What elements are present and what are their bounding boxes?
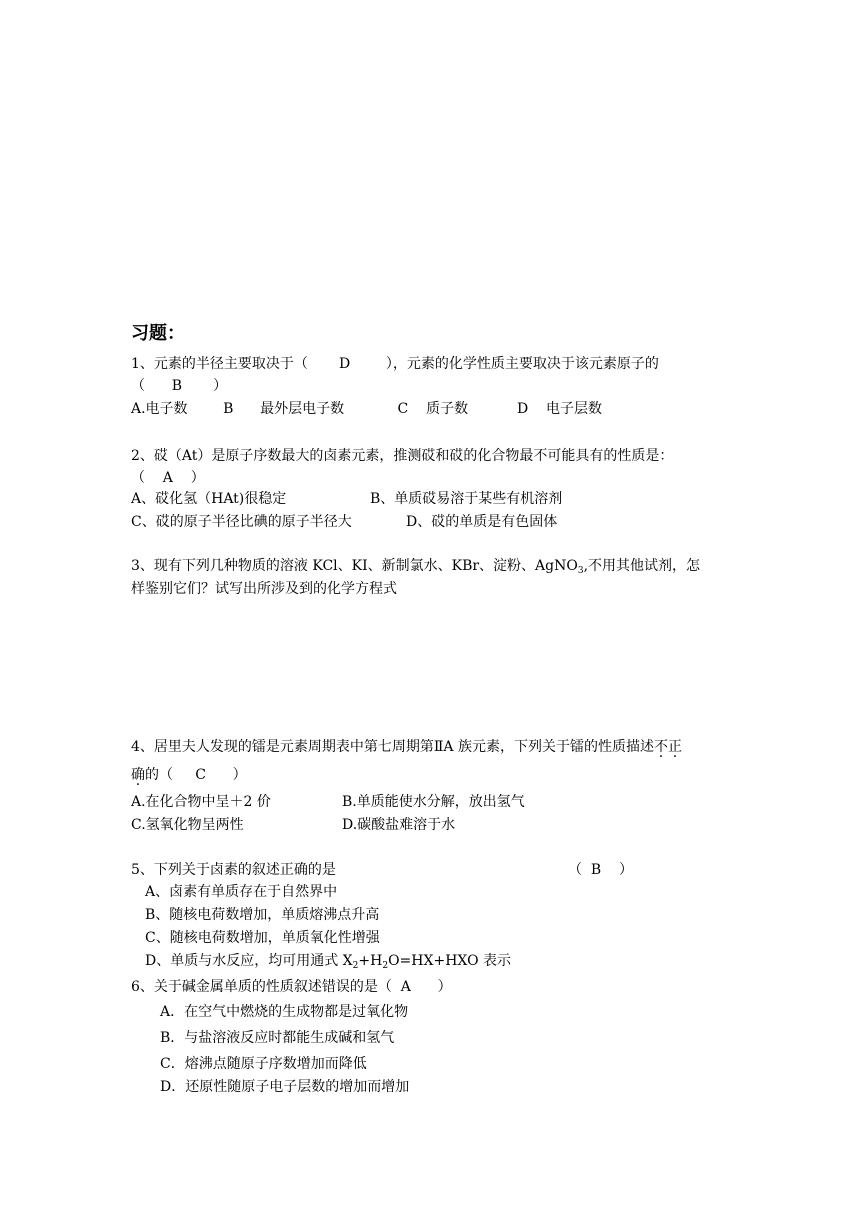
q2-option-a: A、砹化氢（HAt)很稳定 bbox=[131, 491, 287, 507]
q4-stem-line2: 确的（ C ） bbox=[131, 767, 247, 783]
q6-option-d: D．还原性随原子电子层数的增加而增加 bbox=[160, 1079, 410, 1095]
emphasis-char: 不 bbox=[653, 739, 668, 755]
q3-stem-line1: 3、现有下列几种物质的溶液 KCl、KI、新制氯水、KBr、淀粉、AgNO$_3$,不用其他试剂，怎 bbox=[131, 558, 701, 576]
q2-stem-line2: （ A ） bbox=[131, 470, 205, 486]
emphasis-char: 确 bbox=[131, 767, 145, 783]
q2-option-c: C、砹的原子半径比碘的原子半径大 bbox=[131, 514, 352, 530]
q1-options: A.电子数 B 最外层电子数 C 质子数 D 电子层数 bbox=[131, 401, 603, 417]
q2-stem-line1: 2、砹（At）是原子序数最大的卤素元素，推测砹和砹的化合物最不可能具有的性质是： bbox=[131, 448, 674, 464]
q5-option-c: C、随核电荷数增加，单质氧化性增强 bbox=[145, 930, 380, 946]
q5-answer: （ B ） bbox=[568, 862, 633, 878]
exercise-heading: 习题： bbox=[131, 323, 185, 344]
q5-option-a: A、卤素有单质存在于自然界中 bbox=[145, 884, 338, 900]
q4-stem-line1: 4、居里夫人发现的镭是元素周期表中第七周期第ⅡA 族元素，下列关于镭的性质描述不正 bbox=[131, 739, 682, 755]
q6-stem: 6、关于碱金属单质的性质叙述错误的是（ A ） bbox=[131, 979, 452, 995]
q5-stem: 5、下列关于卤素的叙述正确的是 bbox=[131, 862, 336, 878]
q6-option-b: B．与盐溶液反应时都能生成碱和氢气 bbox=[160, 1030, 395, 1046]
q5-option-d: D、单质与水反应，均可用通式 $X_2+H_2O=HX+HXO$ 表示 bbox=[145, 953, 512, 971]
q3-stem-line2: 样鉴别它们？试写出所涉及到的化学方程式 bbox=[131, 581, 397, 597]
q6-option-a: A．在空气中燃烧的生成物都是过氧化物 bbox=[160, 1004, 409, 1020]
q1-stem-line2: （ B ） bbox=[131, 378, 228, 394]
q2-option-d: D、砹的单质是有色固体 bbox=[406, 514, 558, 530]
q1-stem-line1: 1、元素的半径主要取决于（ D ），元素的化学性质主要取决于该元素原子的 bbox=[131, 356, 659, 372]
q4-option-d: D.碳酸盐难溶于水 bbox=[342, 817, 456, 833]
q4-option-a: A.在化合物中呈＋2 价 bbox=[131, 794, 271, 810]
emphasis-char: 正 bbox=[667, 739, 682, 755]
q4-option-c: C.氢氧化物呈两性 bbox=[131, 817, 244, 833]
q4-option-b: B.单质能使水分解，放出氢气 bbox=[342, 794, 525, 810]
q6-option-c: C．熔沸点随原子序数增加而降低 bbox=[160, 1056, 367, 1072]
q5-option-b: B、随核电荷数增加，单质熔沸点升高 bbox=[145, 907, 380, 923]
q2-option-b: B、单质砹易溶于某些有机溶剂 bbox=[370, 491, 563, 507]
